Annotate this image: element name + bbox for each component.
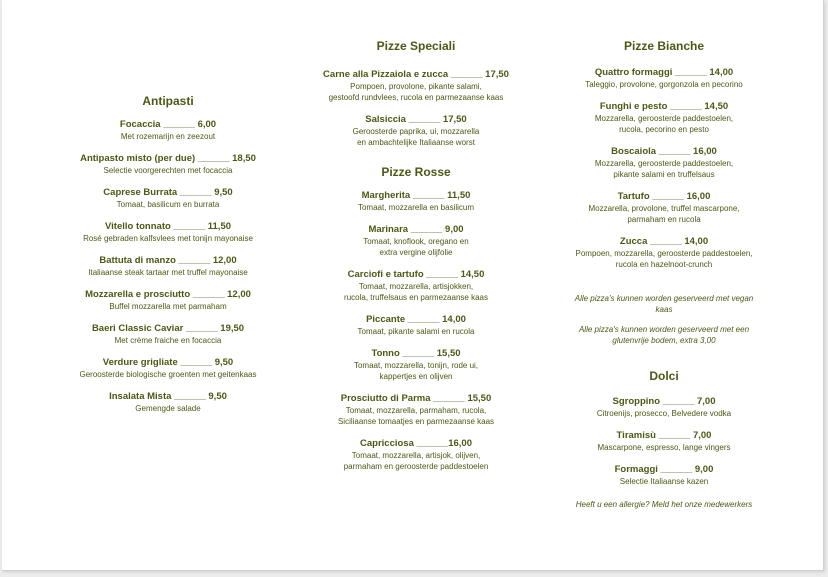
item-name: Funghi e pesto ______ 14,50 [599,101,729,112]
glutenfree-note-line: Alle pizza's kunnen worden geserveerd met een [578,325,750,334]
item-description: Tomaat, pikante salami en rucola [357,327,475,336]
item-description: parmaham en geroosterde paddestoelen [343,462,489,471]
menu-item [60,187,276,210]
menu-item [60,323,276,346]
section-title-pizze-bianche: Pizze Bianche [623,39,705,53]
section-title-pizze-rosse: Pizze Rosse [381,165,451,179]
item-name: Formaggi ______ 9,00 [614,464,714,475]
item-description: Tomaat, mozzarella, parmaham, rucola, [345,406,487,415]
item-description: Pompoen, mozzarella, geroosterde paddestoelen, [575,249,753,258]
menu-item [302,190,530,213]
item-name: Tiramisù ______ 7,00 [616,430,712,441]
item-name: Salsiccia ______ 17,50 [365,114,467,125]
item-description: Mascarpone, espresso, lange vingers [597,443,731,452]
menu-item [549,146,779,180]
glutenfree-note-line: glutenvrije bodem, extra 3,00 [612,336,716,345]
menu-item [302,114,530,148]
item-description: Pompoen, provolone, pikante salami, [350,82,482,91]
item-description: extra vergine olijfolie [379,248,453,257]
item-name: Zucca ______ 14,00 [619,236,709,247]
menu-item [60,391,276,414]
menu-item [302,269,530,303]
item-description: en ambachtelijke Italiaanse worst [357,138,475,147]
item-description: Selectie Italiaanse kazen [619,477,709,486]
item-description: pikante salami en truffelsaus [613,170,715,179]
item-description: Gemengde salade [135,404,201,413]
menu-item [60,255,276,278]
item-description: Buffel mozzarella met parmaham [109,302,227,311]
menu-item [549,396,779,419]
glutenfree-note [549,324,779,346]
item-name: Carne alla Pizzaiola e zucca ______ 17,50 [323,69,509,80]
item-description: Siciliaanse tomaatjes en parmezaanse kaas [337,417,495,426]
item-name: Verdure grigliate ______ 9,50 [102,357,234,368]
vegan-note-line: Alle pizza's kunnen worden geserveerd met vegan [574,294,754,303]
menu-item [549,236,779,270]
menu-page [2,0,824,571]
item-description: Tomaat, knoflook, oregano en [363,237,469,246]
section-title-dolci: Dolci [649,369,679,383]
item-description: Met crème fraiche en focaccia [114,336,222,345]
item-name: Focaccia ______ 6,00 [119,119,217,130]
menu-item [60,153,276,176]
item-name: Margherita ______ 11,50 [361,190,471,201]
item-description: Italiaanse steak tartaar met truffel mayonaise [88,268,248,277]
item-description: Taleggio, provolone, gorgonzola en pecorino [585,80,743,89]
item-description: rucola, pecorino en pesto [619,125,709,134]
item-description: Tomaat, mozzarella, artisjokken, [358,282,474,291]
item-name: Battuta di manzo ______ 12,00 [99,255,237,266]
item-description: Mozzarella, geroosterde paddestoelen, [594,159,734,168]
item-description: parmaham en rucola [627,215,701,224]
item-name: Insalata Mista ______ 9,50 [109,391,227,402]
item-name: Boscaiola ______ 16,00 [611,146,717,157]
item-name: Mozzarella e prosciutto ______ 12,00 [85,289,251,300]
item-description: gestoofd rundvlees, rucola en parmezaanse kaas [328,93,504,102]
item-description: rucola, truffelsaus en parmezaanse kaas [344,293,488,302]
item-description: rucola en hazelnoot-crunch [615,260,713,269]
menu-item [549,464,779,487]
menu-item [549,430,779,453]
pizze-bianche-dolci-column [549,38,779,510]
item-name: Marinara ______ 9,00 [368,224,464,235]
menu-item [302,348,530,382]
item-name: Sgroppino ______ 7,00 [612,396,716,407]
item-name: Vitello tonnato ______ 11,50 [104,221,232,232]
item-description: Selectie voorgerechten met focaccia [103,166,233,175]
vegan-note-line: kaas [655,305,673,314]
menu-item [60,221,276,244]
item-name: Prosciutto di Parma ______ 15,50 [340,393,492,404]
section-title-pizze-speciali: Pizze Speciali [376,39,456,53]
item-description: Tomaat, mozzarella, artisjok, olijven, [351,451,481,460]
menu-item [302,69,530,103]
item-description: Geroosterde paprika, ui, mozzarella [352,127,480,136]
item-description: Mozzarella, geroosterde paddestoelen, [594,114,734,123]
item-name: Baeri Classic Caviar ______ 19,50 [91,323,245,334]
menu-item [549,101,779,135]
item-name: Piccante ______ 14,00 [366,314,466,325]
item-description: Citroenijs, prosecco, Belvedere vodka [596,409,732,418]
item-name: Caprese Burrata ______ 9,50 [103,187,233,198]
item-description: Geroosterde biologische groenten met geitenkaas [79,370,257,379]
menu-item [302,314,530,337]
item-description: Tomaat, basilicum en burrata [116,200,220,209]
item-name: Capricciosa ______16,00 [360,438,472,449]
menu-item [549,191,779,225]
menu-item [549,67,779,90]
item-name: Tonno ______ 15,50 [371,348,461,359]
item-name: Tartufo ______ 16,00 [617,191,711,202]
item-name: Quattro formaggi ______ 14,00 [594,67,734,78]
menu-item [302,393,530,427]
item-description: Tomaat, mozzarella en basilicum [357,203,475,212]
menu-item [60,357,276,380]
pizze-speciali-rosse-column [302,38,530,472]
menu-item [302,224,530,258]
menu-item [302,438,530,472]
antipasti-column [60,93,276,414]
item-description: Mozzarella, provolone, truffel mascarpone, [588,204,740,213]
menu-item [60,289,276,312]
item-description: Met rozemarijn en zeezout [120,132,216,141]
menu-item [60,119,276,142]
item-description: Tomaat, mozzarella, tonijn, rode ui, [353,361,479,370]
allergy-note: Heeft u een allergie? Meld het onze medewerkers [575,500,753,509]
item-name: Carciofi e tartufo ______ 14,50 [347,269,485,280]
item-name: Antipasto misto (per due) ______ 18,50 [80,153,256,164]
section-title-antipasti: Antipasti [142,94,194,108]
item-description: Rosé gebraden kalfsvlees met tonijn mayonaise [83,234,253,243]
vegan-note [549,293,779,315]
item-description: kappertjes en olijven [379,372,453,381]
